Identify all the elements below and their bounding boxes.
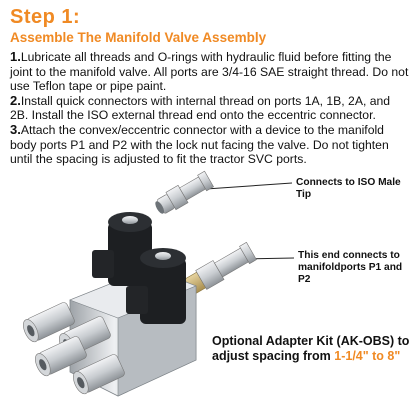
instruction-text: Install quick connectors with internal thread on ports 1A, 1B, 2A, and 2B. Install the ISO external thread end onto the eccentric connector. <box>10 93 391 123</box>
instruction-number: 3. <box>10 121 21 137</box>
instruction-number: 2. <box>10 92 21 108</box>
manifold-end-callout <box>298 250 416 286</box>
adapter-kit-range: 1-1/4" to 8" <box>334 349 401 363</box>
callout-leader-line <box>206 183 292 189</box>
instruction-text: Attach the convex/eccentric connector with a device to the manifold body ports P1 and P2 with the lock nut facing the valve. Do not tighten until the spacing is adjusted to fit the tractor SVC ports. <box>10 122 389 167</box>
callout-line: This end connects to <box>298 250 400 261</box>
adapter-kit-line: Optional Adapter Kit (AK-OBS) to <box>212 334 410 348</box>
step-title: Step 1: <box>10 6 81 28</box>
instruction-number: 1. <box>10 49 21 64</box>
instruction-text: Lubricate all threads and O-rings with hydraulic fluid before fitting the joint to the manifold valve. All ports are 3/4-16 SAE straight thread. Do not use Teflon tape or pipe paint. <box>10 50 409 94</box>
callout-line: manifoldports P1 and P2 <box>298 262 403 285</box>
adapter-kit-note <box>212 334 409 364</box>
adapter-kit-prefix: adjust spacing from <box>212 349 335 363</box>
iso-tip-callout: Connects to ISO Male Tip <box>296 177 401 200</box>
section-subtitle: Assemble The Manifold Valve Assembly <box>10 30 267 45</box>
adapter-kit-line <box>212 349 409 364</box>
iso-tip-connector <box>152 170 214 217</box>
